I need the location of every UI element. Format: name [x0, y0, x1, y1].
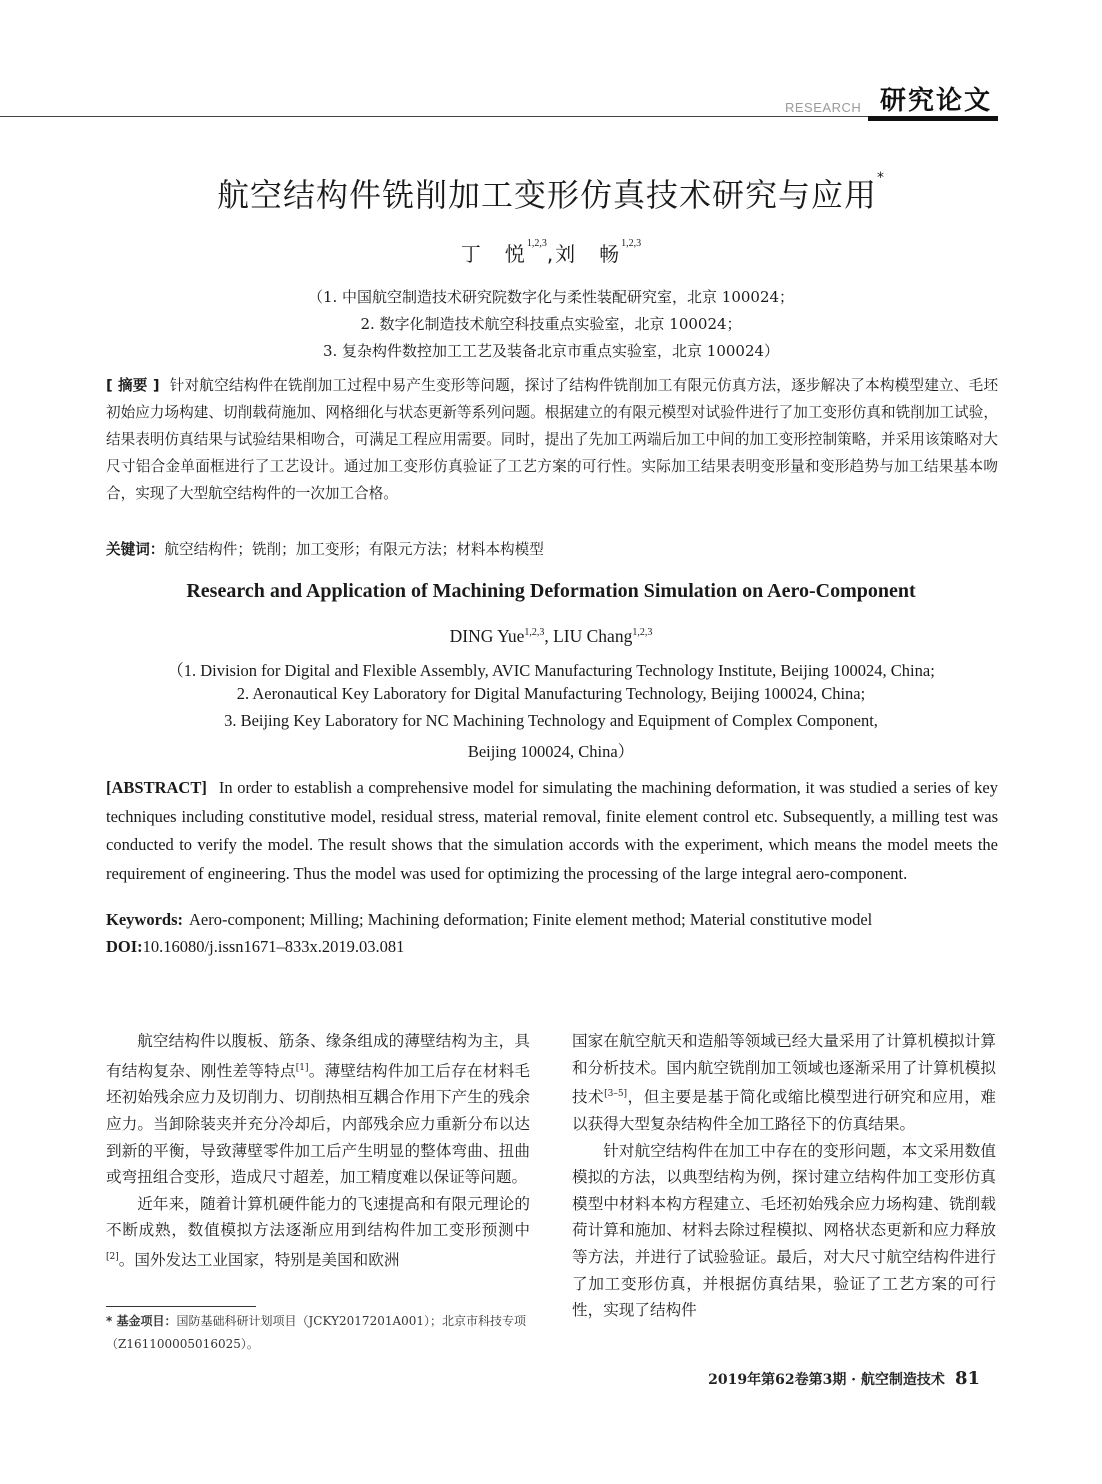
body-paragraph [106, 1028, 530, 1191]
body-paragraph [106, 1191, 530, 1274]
body-text: 近年来，随着计算机硬件能力的飞速提高和有限元理论的不断成熟，数值模拟方法逐渐应用到结构件加工变形预测中 [106, 1194, 530, 1240]
cn-affiliation: （1. 中国航空制造技术研究院数字化与柔性装配研究室，北京 100024； [307, 288, 795, 306]
en-keywords [106, 910, 998, 930]
footnote [106, 1310, 530, 1356]
en-author-sup: 1,2,3 [632, 627, 653, 639]
page-footer [708, 1368, 980, 1389]
body-text: 。国外发达工业国家，特别是美国和欧洲 [118, 1251, 400, 1270]
en-author-name: LIU Chang [553, 626, 633, 646]
cn-abstract-text: 针对航空结构件在铣削加工过程中易产生变形等问题，探讨了结构件铣削加工有限元仿真方法，逐步解决了本构模型建立、毛坯初始应力场构建、切削载荷施加、网格细化与状态更新等系列问题。根据建立的有限元模型对试验件进行了加工变形仿真和铣削加工试验，结果表明仿真结果与试验结果相吻合，可满足工程应用需要。同时，提出了先加工两端后加工中间的加工变形控制策略，并采用该策略对大尺寸铝合金单面框进行了工艺设计。通过加工变形仿真验证了工艺方案的可行性。实际加工结果表明变形量和变形趋势与加工结果基本吻合，实现了大型航空结构件的一次加工合格。 [106, 377, 998, 502]
header-rule [0, 116, 998, 117]
cn-author-sup: 1,2,3 [526, 238, 547, 249]
cn-keywords [106, 538, 998, 559]
en-abstract [106, 774, 998, 888]
citation-ref: [1] [295, 1062, 309, 1073]
cn-abstract-label: [ 摘要 ] [106, 377, 160, 394]
cn-title-text: 航空结构件铣削加工变形仿真技术研究与应用 [216, 176, 877, 214]
body-paragraph [572, 1028, 996, 1138]
en-affiliation: 2. Aeronautical Key Laboratory for Digital Manufacturing Technology, Beijing 100024, China; [236, 684, 866, 703]
en-doi-text: 10.16080/j.issn1671–833x.2019.03.081 [142, 937, 405, 956]
body-text: ，但主要是基于简化或缩比模型进行研究和应用，难以获得大型复杂结构件全加工路径下的仿真结果。 [572, 1088, 996, 1133]
cn-affiliation: 3. 复杂构件数控加工工艺及装备北京市重点实验室，北京 100024） [322, 342, 780, 360]
en-affiliation: Beijing 100024, China） [467, 742, 635, 761]
en-keywords-label: Keywords: [106, 910, 183, 929]
en-author-sep: , [544, 626, 554, 646]
body-right-column [572, 1028, 996, 1324]
cn-author-sep: , [546, 242, 556, 266]
cn-keywords-label: 关键词： [106, 541, 165, 558]
cn-author-name: 丁 悦 [460, 242, 527, 266]
page-number: 81 [954, 1368, 980, 1389]
body-left-column [106, 1028, 530, 1274]
en-author-name: DING Yue [449, 626, 525, 646]
citation-ref: [3–5] [604, 1089, 628, 1100]
body-text: 航空结构件以腹板、筋条、缘条组成的薄壁结构为主，具有结构复杂、刚性差等特点 [106, 1032, 530, 1080]
en-author-sup: 1,2,3 [524, 627, 545, 639]
cn-abstract [106, 372, 998, 507]
body-text: 国家在航空航天和造船等领域已经大量采用了计算机模拟计算和分析技术。国内航空铣削加工领域也逐渐采用了计算机模拟技术 [572, 1032, 996, 1107]
en-doi [106, 937, 998, 957]
en-abstract-label: [ABSTRACT] [106, 778, 207, 797]
cn-title-mark: * [877, 170, 885, 186]
cn-author-sup: 1,2,3 [621, 238, 642, 249]
body-text: 。薄壁结构件加工后存在材料毛坯初始残余应力及切削力、切削热相互耦合作用下产生的残余应力。当卸除装夹并充分冷却后，内部残余应力重新分布以达到新的平衡，导致薄壁零件加工后产生明显的整体弯曲、扭曲或弯扭组合变形，造成尺寸超差，加工精度难以保证等问题。 [106, 1061, 530, 1187]
footnote-rule [106, 1306, 256, 1307]
en-keywords-text: Aero-component; Milling; Machining deformation; Finite element method; Material constitutive model [189, 910, 873, 929]
cn-title [0, 170, 1102, 216]
journal-info: 2019年第62卷第3期 · 航空制造技术 [708, 1372, 945, 1388]
footnote-text: 国防基础科研计划项目（JCKY2017201A001）；北京市科技专项（Z161100005016025）。 [106, 1314, 527, 1351]
cn-keywords-text: 航空结构件；铣削；加工变形；有限元方法；材料本构模型 [164, 541, 544, 558]
en-affiliation: （1. Division for Digital and Flexible Assembly, AVIC Manufacturing Technology Institute, Beijing 100024, China; [167, 661, 935, 680]
en-authors [0, 626, 1102, 647]
en-doi-label: DOI: [106, 937, 143, 956]
section-label: 研究论文 [880, 86, 993, 116]
citation-ref: [2] [106, 1251, 119, 1262]
cn-author-name: 刘 畅 [555, 242, 622, 266]
en-abstract-text: In order to establish a comprehensive model for simulating the machining deformation, it was studied a series of key techniques including constitutive model, residual stress, material removal, finite element control etc. Subsequently, a milling test was conducted to verify the model. The result shows that the simulation accords with the experiment, which means the model meets the requirement of engineering. Thus the model was used for optimizing the processing of the large integral aero-component. [106, 778, 998, 883]
cn-affiliation: 2. 数字化制造技术航空科技重点实验室，北京 100024； [360, 315, 742, 333]
research-label: RESEARCH [785, 100, 862, 115]
cn-authors [0, 238, 1102, 267]
body-paragraph: 针对航空结构件在加工中存在的变形问题，本文采用数值模拟的方法，以典型结构为例，探讨建立结构件加工变形仿真模型中材料本构方程建立、毛坯初始残余应力场构建、铣削载荷计算和施加、材料去除过程模拟、网格状态更新和应力释放等方法，并进行了试验验证。最后，对大尺寸航空结构件进行了加工变形仿真，并根据仿真结果，验证了工艺方案的可行性，实现了结构件 [572, 1141, 996, 1320]
en-affiliation: 3. Beijing Key Laboratory for NC Machining Technology and Equipment of Complex Component, [224, 711, 878, 730]
footnote-label: * 基金项目： [106, 1314, 177, 1328]
en-title: Research and Application of Machining Deformation Simulation on Aero-Component [186, 580, 916, 602]
